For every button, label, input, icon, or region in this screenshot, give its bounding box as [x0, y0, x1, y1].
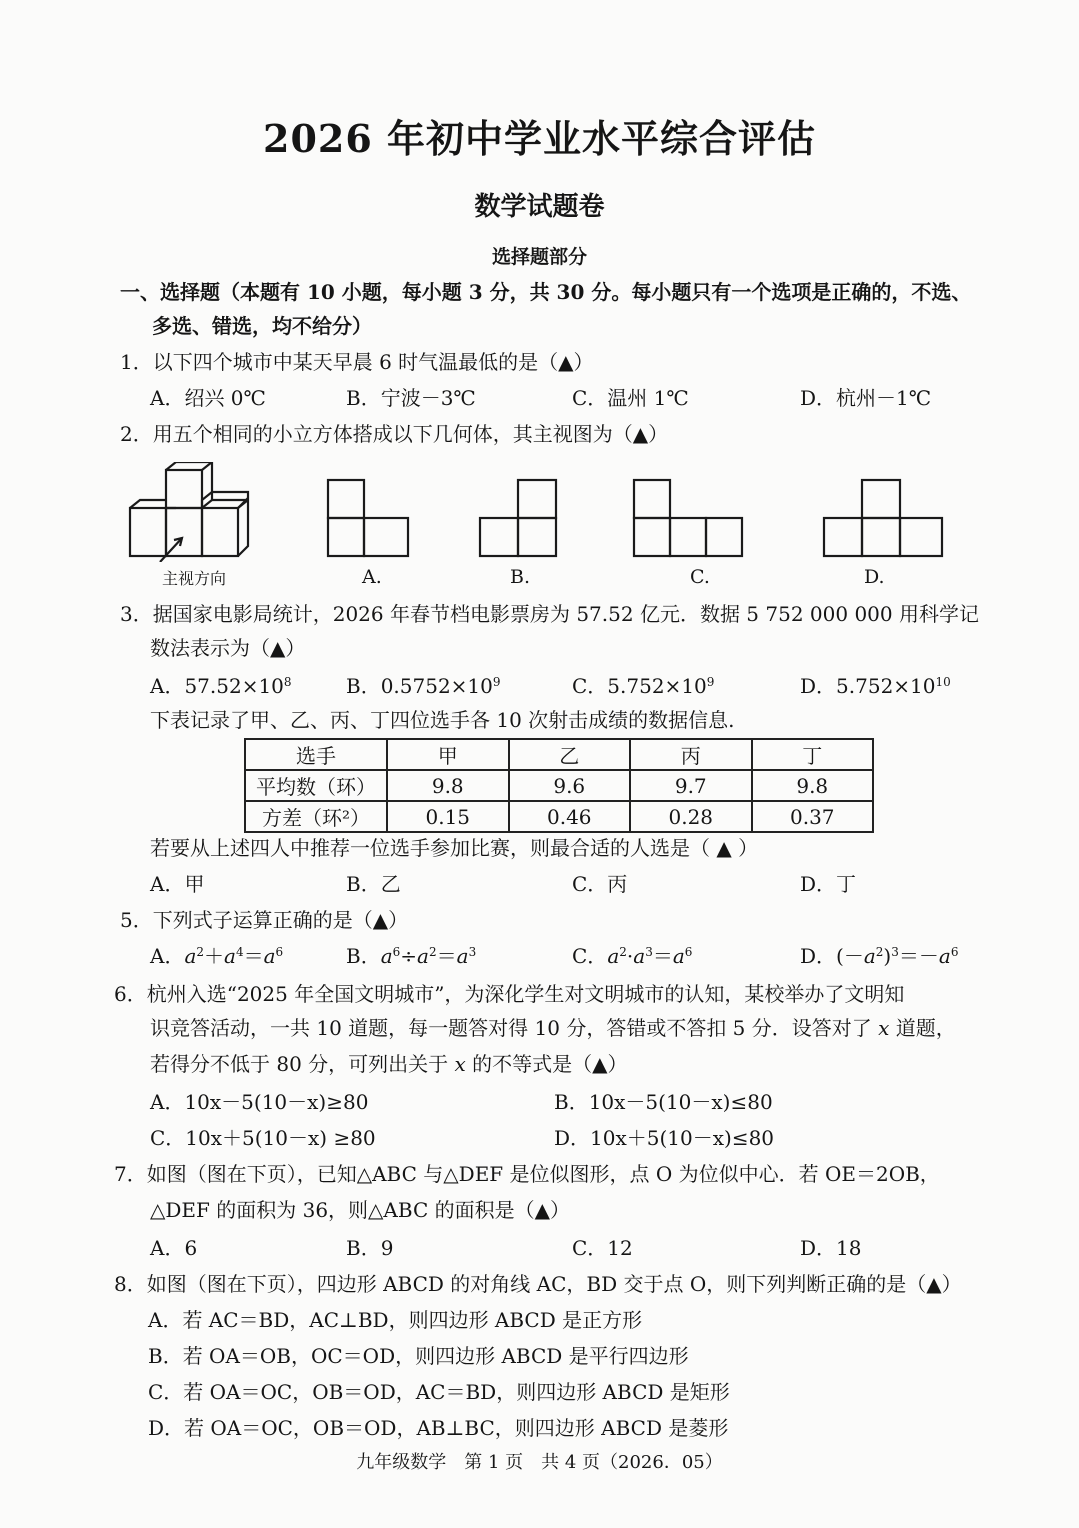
q7-option-a: A．6 [150, 1236, 198, 1260]
part-heading: 选择题部分 [491, 246, 587, 268]
table-header-cell: 乙 [509, 739, 631, 770]
q4-option-a: A．甲 [150, 872, 205, 896]
table-cell: 9.8 [387, 770, 509, 801]
q8-stem: 8．如图（图在下页），四边形 ABCD 的对角线 AC，BD 交于点 O，则下列判断正确的是（▲） [114, 1272, 962, 1296]
q2-figures [120, 462, 960, 562]
q7-option-b: B．9 [346, 1236, 394, 1260]
q1-option-a: A．绍兴 0℃ [150, 386, 266, 410]
q8-option-b: B．若 OA＝OB，OC＝OD，则四边形 ABCD 是平行四边形 [148, 1344, 689, 1368]
q2-option-b-label: B. [510, 566, 531, 588]
page-footer: 九年级数学 第 1 页 共 4 页（2026．05） [356, 1452, 723, 1473]
q6-stem-line1: 6．杭州入选“2025 年全国文明城市”，为深化学生对文明城市的认知，某校举办了文明知 [114, 982, 905, 1006]
q7-option-c: C．12 [572, 1236, 633, 1260]
q8-option-a: A．若 AC＝BD，AC⊥BD，则四边形 ABCD 是正方形 [148, 1308, 643, 1332]
table-cell: 方差（环²） [245, 801, 387, 832]
q4-intro: 下表记录了甲、乙、丙、丁四位选手各 10 次射击成绩的数据信息. [150, 708, 735, 732]
table-header-cell: 丙 [630, 739, 752, 770]
page-title: 2026 年初中学业水平综合评估 [263, 116, 816, 161]
table-header-cell: 选手 [245, 739, 387, 770]
q2-view-direction-label: 主视方向 [162, 569, 227, 588]
q1-option-d: D．杭州－1℃ [800, 386, 932, 410]
table-cell: 9.6 [509, 770, 631, 801]
table-row [245, 801, 873, 832]
q2-option-a-label: A. [362, 566, 382, 588]
q7-option-d: D．18 [800, 1236, 862, 1260]
q4-score-table [244, 738, 874, 833]
q8-option-d: D．若 OA＝OC，OB＝OD，AB⊥BC，则四边形 ABCD 是菱形 [148, 1416, 729, 1440]
q4-option-c: C．丙 [572, 872, 628, 896]
section-instructions-line2: 多选、错选，均不给分） [152, 314, 372, 338]
q6-option-b: B．10x－5(10－x)≤80 [554, 1090, 773, 1114]
q1-stem: 1．以下四个城市中某天早晨 6 时气温最低的是（▲） [120, 350, 594, 374]
table-header-cell: 甲 [387, 739, 509, 770]
q2-option-b-figure [480, 480, 556, 556]
q2-option-a-figure [328, 480, 408, 556]
q2-view-arrow [160, 538, 182, 562]
q8-option-c: C．若 OA＝OC，OB＝OD，AC＝BD，则四边形 ABCD 是矩形 [148, 1380, 730, 1404]
q5-option-d: D．$(-a^2)^3=-a^6$ [800, 944, 959, 968]
q2-option-c-figure [634, 480, 742, 556]
q4-option-b: B．乙 [346, 872, 401, 896]
table-header-row [245, 739, 873, 770]
q1-option-b: B．宁波－3℃ [346, 386, 476, 410]
table-cell: 平均数（环） [245, 770, 387, 801]
q4-option-d: D．丁 [800, 872, 857, 896]
q5-stem: 5．下列式子运算正确的是（▲） [120, 908, 409, 932]
table-cell: 0.37 [752, 801, 874, 832]
table-cell: 9.8 [752, 770, 874, 801]
q2-stem: 2．用五个相同的小立方体搭成以下几何体，其主视图为（▲） [120, 422, 669, 446]
table-row [245, 770, 873, 801]
page-subtitle: 数学试题卷 [474, 192, 605, 222]
q5-option-b: B．$a^6\div a^2=a^3$ [346, 944, 477, 968]
q6-stem-line2: 识竞答活动，一共 10 道题，每一题答对得 10 分，答错或不答扣 5 分．设答对了 x 道题， [150, 1016, 956, 1040]
q6-option-d: D．10x＋5(10－x)≤80 [554, 1126, 775, 1150]
table-cell: 9.7 [630, 770, 752, 801]
q6-option-c: C．10x＋5(10－x) ≥80 [150, 1126, 376, 1150]
q6-stem-line3: 若得分不低于 80 分，可列出关于 x 的不等式是（▲） [150, 1052, 628, 1076]
q5-option-c: C．$a^2\cdot a^3=a^6$ [572, 944, 693, 968]
q2-option-c-label: C. [690, 566, 710, 588]
q2-solid-figure [130, 462, 248, 556]
table-cell: 0.15 [387, 801, 509, 832]
q2-option-d-figure [824, 480, 942, 556]
q3-stem-line1: 3．据国家电影局统计，2026 年春节档电影票房为 57.52 亿元．数据 5 752 000 000 用科学记 [120, 602, 979, 626]
q4-question: 若要从上述四人中推荐一位选手参加比赛，则最合适的人选是（ ▲ ） [150, 836, 759, 860]
q1-option-c: C．温州 1℃ [572, 386, 689, 410]
table-header-cell: 丁 [752, 739, 874, 770]
q3-option-b: B．$0.5752\times 10^9$ [346, 674, 501, 698]
q3-stem-line2: 数法表示为（▲） [150, 636, 306, 660]
table-cell: 0.28 [630, 801, 752, 832]
q7-stem-line1: 7．如图（图在下页），已知△ABC 与△DEF 是位似图形，点 O 为位似中心．若 OE＝2OB， [114, 1162, 940, 1186]
q6-option-a: A．10x－5(10－x)≥80 [150, 1090, 369, 1114]
table-cell: 0.46 [509, 801, 631, 832]
q5-option-a: A．$a^2+a^4=a^6$ [150, 944, 284, 968]
section-instructions-line1: 一、选择题（本题有 10 小题，每小题 3 分，共 30 分。每小题只有一个选项是正确的，不选、 [120, 280, 972, 304]
q7-stem-line2: △DEF 的面积为 36，则△ABC 的面积是（▲） [150, 1198, 570, 1222]
q3-option-d: D．$5.752\times 10^{10}$ [800, 674, 951, 698]
q2-option-d-label: D. [864, 566, 885, 588]
q3-option-a: A．$57.52\times 10^8$ [150, 674, 292, 698]
q3-option-c: C．$5.752\times 10^9$ [572, 674, 715, 698]
